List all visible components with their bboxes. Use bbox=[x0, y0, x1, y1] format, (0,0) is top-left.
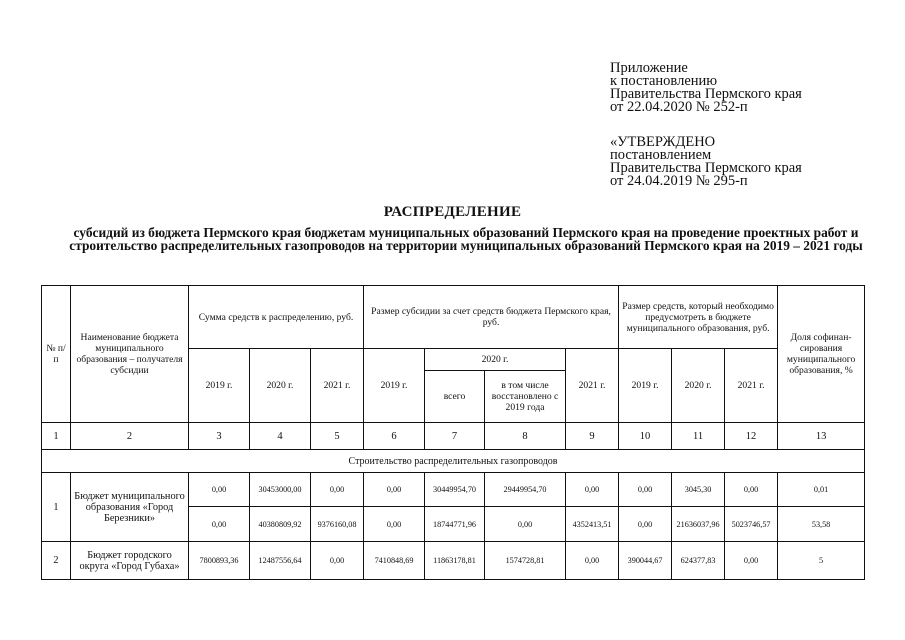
table-cell: 9376160,08 bbox=[311, 507, 364, 542]
table-cell: 0,00 bbox=[725, 473, 778, 507]
table-cell: 0,00 bbox=[725, 542, 778, 580]
header-year: 2020 г. bbox=[425, 349, 566, 371]
table-cell: 390044,67 bbox=[619, 542, 672, 580]
header-year: 2020 г. bbox=[672, 349, 725, 423]
table-cell: 7410848,69 bbox=[364, 542, 425, 580]
table-cell: 5023746,57 bbox=[725, 507, 778, 542]
column-number: 12 bbox=[725, 423, 778, 450]
header-year: 2019 г. bbox=[619, 349, 672, 423]
column-number: 7 bbox=[425, 423, 485, 450]
column-number: 10 bbox=[619, 423, 672, 450]
approval-line: от 24.04.2019 № 295-п bbox=[610, 173, 748, 189]
header-sum: Сумма средств к распределению, руб. bbox=[189, 286, 364, 349]
column-number: 4 bbox=[250, 423, 311, 450]
table-cell: 0,00 bbox=[311, 542, 364, 580]
table-cell: 5 bbox=[778, 542, 865, 580]
column-number-row bbox=[42, 423, 865, 450]
table-cell: 0,00 bbox=[566, 473, 619, 507]
appendix-block bbox=[610, 62, 802, 114]
column-number: 8 bbox=[485, 423, 566, 450]
appendix-line: от 22.04.2020 № 252-п bbox=[610, 99, 748, 115]
header-share: Доля софинан-сирования муниципального образования, % bbox=[778, 286, 865, 423]
header-subsidy: Размер субсидии за счет средств бюджета Пермского края, руб. bbox=[364, 286, 619, 349]
header-year: 2019 г. bbox=[189, 349, 250, 423]
row-number: 2 bbox=[42, 542, 71, 580]
table-cell: 0,00 bbox=[364, 473, 425, 507]
header-year: 2019 г. bbox=[364, 349, 425, 423]
header-name: Наименование бюджета муниципального образования – получателя субсидии bbox=[71, 286, 189, 423]
column-number: 11 bbox=[672, 423, 725, 450]
table-cell: 624377,83 bbox=[672, 542, 725, 580]
table-cell: 7800893,36 bbox=[189, 542, 250, 580]
table-cell: 0,00 bbox=[189, 507, 250, 542]
header-muni: Размер средств, который необходимо предусмотреть в бюджете муниципального образования, руб. bbox=[619, 286, 778, 349]
appendix-line: к постановлению bbox=[610, 73, 718, 89]
approval-block bbox=[610, 136, 802, 188]
table-cell: 0,00 bbox=[485, 507, 566, 542]
table-cell: 0,00 bbox=[566, 542, 619, 580]
approval-line: «УТВЕРЖДЕНО bbox=[610, 134, 716, 150]
column-number: 6 bbox=[364, 423, 425, 450]
table-cell: 0,00 bbox=[311, 473, 364, 507]
table-cell: 4352413,51 bbox=[566, 507, 619, 542]
table-cell: 12487556,64 bbox=[250, 542, 311, 580]
header-year: 2020 г. bbox=[250, 349, 311, 423]
appendix-line: Правительства Пермского края bbox=[610, 86, 802, 102]
column-number: 1 bbox=[42, 423, 71, 450]
column-number: 13 bbox=[778, 423, 865, 450]
table-row bbox=[42, 542, 865, 580]
section-row bbox=[42, 450, 865, 473]
table-cell: 30453000,00 bbox=[250, 473, 311, 507]
column-number: 2 bbox=[71, 423, 189, 450]
table-cell: 11863178,81 bbox=[425, 542, 485, 580]
header-year: 2021 г. bbox=[311, 349, 364, 423]
table-cell: 0,00 bbox=[619, 507, 672, 542]
row-number: 1 bbox=[42, 473, 71, 542]
approval-line: постановлением bbox=[610, 147, 712, 163]
table-cell: 21636037,96 bbox=[672, 507, 725, 542]
header-year: 2021 г. bbox=[566, 349, 619, 423]
table-cell: 18744771,96 bbox=[425, 507, 485, 542]
table-row bbox=[42, 473, 865, 507]
header-total: всего bbox=[425, 371, 485, 423]
table-cell: 0,00 bbox=[364, 507, 425, 542]
distribution-table bbox=[41, 285, 865, 580]
table-cell: 0,01 bbox=[778, 473, 865, 507]
table-cell: 29449954,70 bbox=[485, 473, 566, 507]
column-number: 3 bbox=[189, 423, 250, 450]
appendix-line: Приложение bbox=[610, 60, 688, 76]
column-number: 5 bbox=[311, 423, 364, 450]
table-cell: 1574728,81 bbox=[485, 542, 566, 580]
table-cell: 0,00 bbox=[619, 473, 672, 507]
header-year: 2021 г. bbox=[725, 349, 778, 423]
document-subtitle: субсидий из бюджета Пермского края бюджетам муниципальных образований Пермского края на проведение проектных работ и строительство распределительных газопроводов на территории муниципальных образований Пермского края на 2019 – 2021 годы bbox=[69, 225, 863, 253]
section-title: Строительство распределительных газопроводов bbox=[42, 450, 865, 473]
row-name: Бюджет муниципального образования «Город Березники» bbox=[71, 473, 189, 542]
row-name: Бюджет городского округа «Город Губаха» bbox=[71, 542, 189, 580]
document-title: РАСПРЕДЕЛЕНИЕ bbox=[383, 204, 522, 220]
header-included: в том числе восстановлено с 2019 года bbox=[485, 371, 566, 423]
header-num: № п/п bbox=[42, 286, 71, 423]
approval-line: Правительства Пермского края bbox=[610, 160, 802, 176]
table-cell: 40380809,92 bbox=[250, 507, 311, 542]
table-cell: 53,58 bbox=[778, 507, 865, 542]
header-row bbox=[42, 286, 865, 349]
table-cell: 3045,30 bbox=[672, 473, 725, 507]
table-cell: 0,00 bbox=[189, 473, 250, 507]
column-number: 9 bbox=[566, 423, 619, 450]
table-cell: 30449954,70 bbox=[425, 473, 485, 507]
